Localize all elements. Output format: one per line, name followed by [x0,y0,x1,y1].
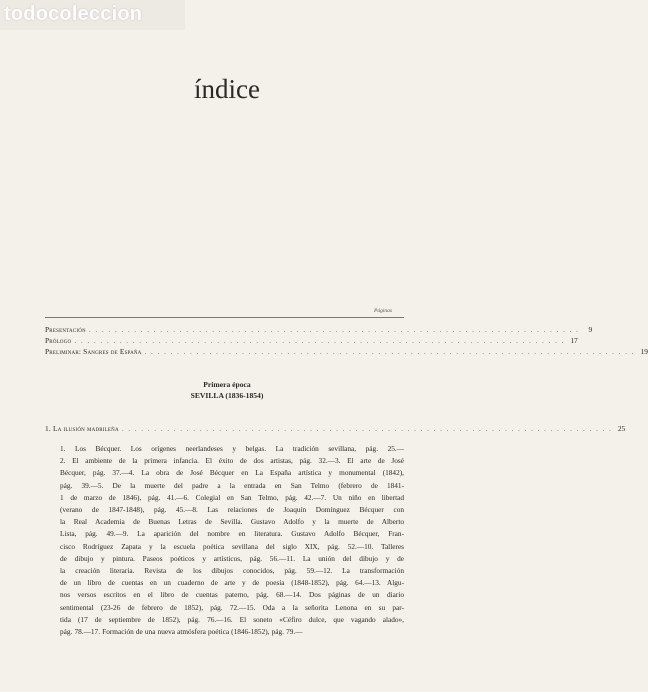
toc-entry-label: Prólogo [45,336,72,345]
summary-line: la creación literaria. Revista de los dibujos conocidos, pág. 59.—12. La transformación [60,566,404,576]
toc-entry-presentacion [45,324,593,335]
summary-line: pág. 39.—5. De la muerte del padre a la entrada en San Telmo (febrero de 1841- [60,480,404,490]
toc-leader-dots: . . . . . . . . . . . . . . . . . . . . . . . . . . . . . . . . . . . . . . . . . . . . . . . . . . . . . . . . . . . . . . . . . . . . . . . . . . . . [144,347,635,356]
summary-line: Lista, pág. 49.—9. La aparición del nombre en literatura. Gustavo Adolfo Bécquer, Fran- [60,529,404,539]
toc-entry-preliminar [45,346,648,357]
summary-line: nos versos escritos en el libro de cuentas paterno, pág. 68.—14. Dos páginas de un diario [60,590,404,600]
toc-entry-prologo [45,335,578,346]
toc-entry-page: 17 [570,336,578,345]
header-rule [45,317,404,318]
epoch-title: Primera época [203,380,251,389]
summary-line: pág. 78.—17. Formación de una nueva atmósfera poética (1846-1852), pág. 79.— [60,627,303,637]
toc-leader-dots: . . . . . . . . . . . . . . . . . . . . . . . . . . . . . . . . . . . . . . . . . . . . . . . . . . . . . . . . . . . . . . . . . . . . . . . . . . . . [74,336,565,345]
summary-line: la Real Academia de Buenas Letras de Sevilla. Gustavo Adolfo y la muerte de Alberto [60,517,404,527]
toc-chapter-label: 1. La ilusión madrileña [45,424,119,433]
toc-leader-dots: . . . . . . . . . . . . . . . . . . . . . . . . . . . . . . . . . . . . . . . . . . . . . . . . . . . . . . . . . . . . . . . . . . . . . . . . . . . . [121,424,613,433]
pages-column-label: Páginas [374,308,393,314]
summary-line: cisco Rodríguez Zapata y la escuela poética sevillana del siglo XIX, pág. 52.—10. Talleres [60,541,404,551]
chapter-summary [60,443,404,638]
watermark [0,0,185,30]
toc-entry-page: 9 [588,325,593,334]
toc-entry-label: Preliminar: Sangres de España [45,347,142,356]
page-title: índice [194,74,260,104]
summary-line: Bécquer, pág. 37.—4. La obra de José Bécquer en La España artística y monumental (1842), [60,468,404,478]
toc-chapter-1 [45,423,626,434]
summary-line: de un libro de cuentas en un cuaderno de arte y de poesía (1848-1852), pág. 64.—13. Algu- [60,578,404,588]
summary-line: 1 de marzo de 1846), pág. 41.—6. Colegial en San Telmo, pág. 42.—7. Un niño en libertad [60,492,404,502]
toc-leader-dots: . . . . . . . . . . . . . . . . . . . . . . . . . . . . . . . . . . . . . . . . . . . . . . . . . . . . . . . . . . . . . . . . . . . . . . . . . . . . [88,325,580,334]
summary-line: 1. Los Bécquer. Los orígenes neerlandeses y belgas. La tradición sevillana, pág. 25.— [60,444,404,453]
summary-line: 2. El ambiente de la primera infancia. El éxito de dos artistas, pág. 32.—3. El arte de José [60,456,404,466]
watermark-text: todocoleccion [4,3,143,25]
toc-entry-page: 19 [640,347,648,356]
summary-line: tida (17 de septiembre de 1852), pág. 76.—16. El soneto «Céfiro dulce, que vagando alado», [60,614,404,624]
toc-entry-label: Presentación [45,325,86,334]
summary-line: (verano de 1847-1848), pág. 45.—8. Las relaciones de Joaquín Domínguez Bécquer con [60,505,404,515]
summary-line: sentimental (23-26 de febrero de 1852), pág. 72.—15. Oda a la señorita Lenona en su par- [60,602,404,612]
summary-line: de dibujo y pintura. Paseos poéticos y artísticos, pág. 56.—11. La unión del dibujo y de [60,553,404,563]
toc-chapter-page: 25 [617,424,626,433]
epoch-subtitle: SEVILLA (1836-1854) [190,391,264,400]
